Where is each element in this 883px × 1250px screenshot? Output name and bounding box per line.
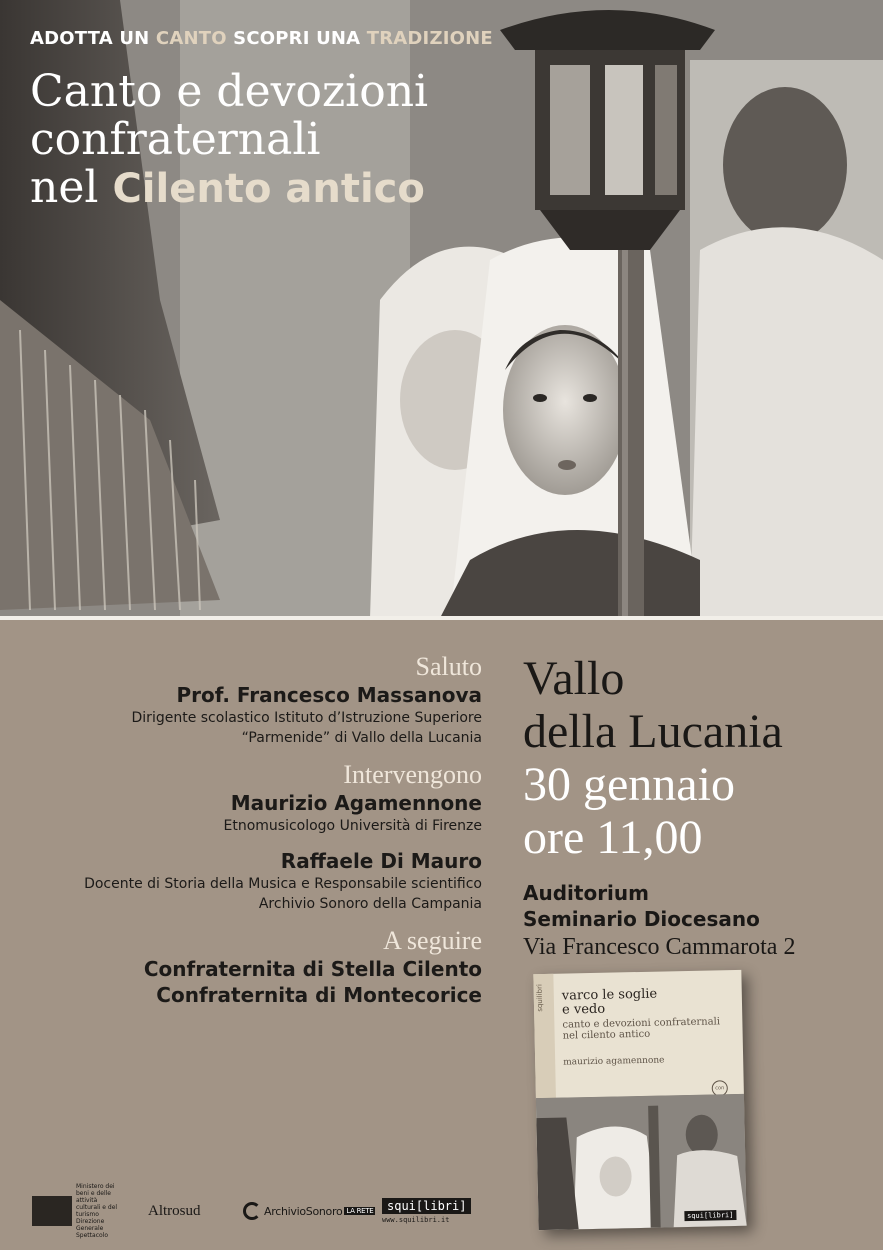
tagline-highlight: TRADIZIONE (366, 28, 493, 49)
poster-title (30, 68, 428, 213)
saluto-heading: Saluto (415, 652, 482, 681)
tagline-part: ADOTTA UN (30, 28, 150, 49)
book-spine-text: squilibri (535, 983, 545, 1012)
mibac-logo (32, 1183, 122, 1239)
squilibri-logo (382, 1194, 471, 1228)
title-line: Canto e devozioni (30, 66, 429, 117)
squilibri-wordmark: squi[libri] (382, 1198, 471, 1214)
title-line: confraternali (30, 114, 321, 165)
speaker-role: Etnomusicologo Università di Firenze (223, 818, 482, 834)
seguire-heading: A seguire (383, 926, 482, 955)
book-subtitle: canto e devozioni confraternali nel cilento antico (562, 1016, 721, 1042)
speaker-role: Docente di Storia della Musica e Responsabile scientifico (84, 876, 482, 892)
archivio-ring-icon (243, 1202, 261, 1220)
altrosud-logo: Altrosud (148, 1202, 201, 1219)
program-column (12, 652, 482, 1008)
title-plain: nel (30, 162, 99, 213)
mibac-text: Ministero dei beni e delle attività culturali e del turismo Direzione Generale Spettacolo (76, 1183, 118, 1239)
saluto-role: Dirigente scolastico Istituto d’Istruzione Superiore (131, 710, 482, 726)
book-title-line: e vedo (561, 1001, 606, 1018)
title-line (30, 164, 428, 213)
event-venue: Auditorium (523, 881, 649, 905)
archivio-text: ArchivioSonoro (264, 1204, 343, 1218)
event-column (523, 652, 878, 962)
squilibri-url: www.squilibri.it (382, 1216, 450, 1224)
archivio-sonoro-logo (243, 1194, 375, 1228)
event-time: ore 11,00 (523, 811, 703, 864)
book-cover (533, 970, 746, 1230)
speaker-name: Maurizio Agamennone (230, 791, 482, 815)
book-title (562, 988, 658, 1018)
speaker-name: Raffaele Di Mauro (280, 849, 482, 873)
speaker-role: Archivio Sonoro della Campania (258, 896, 482, 912)
event-city: della Lucania (523, 705, 783, 758)
saluto-name: Prof. Francesco Massanova (176, 683, 482, 707)
book-title-line: varco le soglie (561, 986, 658, 1004)
book-author: maurizio agamennone (563, 1055, 665, 1068)
event-venue: Seminario Diocesano (523, 907, 760, 931)
title-accent: Cilento antico (112, 166, 425, 212)
group-name: Confraternita di Montecorice (156, 983, 482, 1007)
tagline-part: SCOPRI UNA (233, 28, 361, 49)
divider-line (0, 616, 883, 620)
saluto-role: “Parmenide” di Vallo della Lucania (241, 730, 482, 746)
cd-badge-icon: con (712, 1080, 728, 1096)
event-address: Via Francesco Cammarota 2 (523, 934, 796, 960)
book-publisher-logo: squi[libri] (684, 1210, 737, 1221)
tagline (30, 28, 493, 49)
intervengono-heading: Intervengono (343, 760, 482, 789)
archivio-tag: LA RETE (346, 1207, 374, 1215)
event-date: 30 gennaio (523, 758, 735, 811)
event-city: Vallo (523, 652, 625, 705)
group-name: Confraternita di Stella Cilento (143, 957, 482, 981)
mibac-emblem-icon (32, 1196, 72, 1226)
hero-photo (0, 0, 883, 618)
tagline-highlight: CANTO (155, 28, 227, 49)
